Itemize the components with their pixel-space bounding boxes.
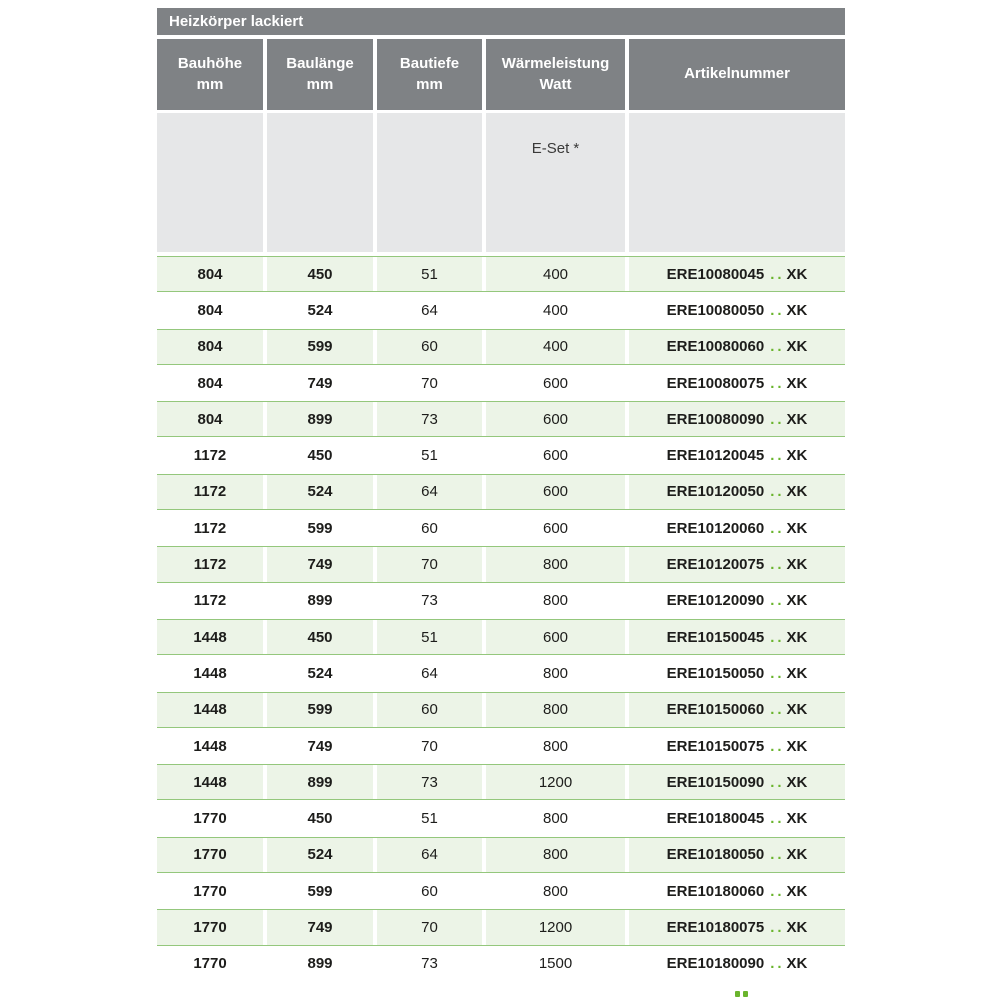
- table-row: [157, 510, 845, 546]
- table-row: [157, 292, 845, 328]
- artikelnummer-suffix: XK: [786, 882, 808, 900]
- cell-waermeleistung: 800: [486, 838, 625, 872]
- cell-bauhoehe: 1172: [193, 592, 227, 610]
- cell-waermeleistung: 600: [542, 447, 569, 465]
- cell-bautiefe: 60: [377, 693, 482, 727]
- table-row: [157, 728, 845, 764]
- cell-bautiefe: 60: [377, 330, 482, 364]
- artikelnummer-suffix: XK: [786, 737, 808, 755]
- column-header-artikelnummer: [629, 39, 845, 110]
- cell-waermeleistung: 800: [542, 664, 569, 682]
- cell-baulaenge: 524: [307, 664, 333, 682]
- column-header-line2: mm: [416, 75, 443, 93]
- table-row: [157, 692, 845, 728]
- cell-baulaenge: 450: [307, 810, 333, 828]
- subheader-cell: [157, 113, 263, 252]
- artikelnummer-suffix: XK: [786, 483, 808, 501]
- artikelnummer-suffix: XK: [786, 664, 808, 682]
- subheader-eset-cell: [486, 113, 625, 252]
- cell-waermeleistung: 600: [486, 475, 625, 509]
- artikelnummer-dots: ..: [770, 447, 785, 465]
- table-row: [157, 764, 845, 800]
- cell-bautiefe: 70: [421, 374, 438, 392]
- cell-artikelnummer: [629, 873, 845, 909]
- artikelnummer-dots: ..: [770, 519, 785, 537]
- cell-artikelnummer: [629, 838, 845, 872]
- cell-artikelnummer: [629, 583, 845, 619]
- cell-artikelnummer: [629, 510, 845, 546]
- artikelnummer-value: ERE10180060: [666, 882, 765, 900]
- table-row: [157, 837, 845, 873]
- table-row: [157, 474, 845, 510]
- artikelnummer-value: ERE10120075: [666, 556, 765, 574]
- cell-bautiefe: 60: [421, 882, 438, 900]
- cell-artikelnummer: [629, 620, 845, 654]
- artikelnummer-dots: ..: [770, 374, 785, 392]
- artikelnummer-dots: ..: [770, 301, 785, 319]
- cell-waermeleistung: 600: [486, 402, 625, 436]
- artikelnummer-value: ERE10120050: [666, 483, 765, 501]
- cell-bautiefe: 64: [421, 301, 438, 319]
- cell-waermeleistung: 800: [542, 592, 569, 610]
- cell-baulaenge: 899: [267, 402, 373, 436]
- cell-artikelnummer: [629, 257, 845, 291]
- cell-baulaenge: 749: [267, 910, 373, 944]
- cell-waermeleistung: 800: [542, 810, 569, 828]
- cell-bauhoehe: 1770: [193, 882, 227, 900]
- artikelnummer-suffix: XK: [786, 592, 808, 610]
- artikelnummer-suffix: XK: [786, 628, 808, 646]
- artikelnummer-value: ERE10150045: [666, 628, 765, 646]
- cell-bauhoehe: 1448: [193, 664, 227, 682]
- cell-baulaenge: 450: [267, 257, 373, 291]
- table-row: [157, 329, 845, 365]
- column-header-bautiefe: [377, 39, 482, 110]
- cell-bauhoehe: 804: [157, 402, 263, 436]
- cell-bautiefe: 64: [377, 475, 482, 509]
- artikelnummer-dots: ..: [770, 664, 785, 682]
- cell-bautiefe: 64: [421, 664, 438, 682]
- artikelnummer-value: ERE10120060: [666, 519, 765, 537]
- artikelnummer-dots: ..: [770, 810, 785, 828]
- cell-artikelnummer: [629, 946, 845, 982]
- artikelnummer-value: ERE10080060: [666, 338, 765, 356]
- cell-waermeleistung: 400: [486, 330, 625, 364]
- cell-baulaenge: 450: [267, 620, 373, 654]
- artikelnummer-value: ERE10180045: [666, 810, 765, 828]
- artikelnummer-dots: ..: [770, 556, 785, 574]
- cell-baulaenge: 599: [267, 330, 373, 364]
- table-subheader-row: [157, 113, 845, 252]
- artikelnummer-value: ERE10080075: [666, 374, 765, 392]
- cell-bauhoehe: 1770: [157, 838, 263, 872]
- subheader-cell: [377, 113, 482, 252]
- cell-bauhoehe: 1172: [157, 475, 263, 509]
- column-header-line1: Wärmeleistung: [501, 55, 610, 73]
- table-row: [157, 619, 845, 655]
- cell-waermeleistung: 1500: [538, 955, 573, 973]
- column-header-line1: Bauhöhe: [177, 55, 243, 73]
- cell-bautiefe: 73: [421, 955, 438, 973]
- cell-baulaenge: 899: [307, 955, 333, 973]
- artikelnummer-dots: ..: [770, 955, 785, 973]
- cell-artikelnummer: [629, 800, 845, 836]
- artikelnummer-suffix: XK: [786, 410, 808, 428]
- table-row: [157, 365, 845, 401]
- cell-artikelnummer: [629, 655, 845, 691]
- cell-baulaenge: 749: [307, 737, 333, 755]
- column-header-baulaenge: [267, 39, 373, 110]
- cell-waermeleistung: 800: [486, 547, 625, 581]
- cell-bautiefe: 73: [377, 402, 482, 436]
- artikelnummer-value: ERE10150060: [666, 701, 765, 719]
- cell-bauhoehe: 804: [197, 301, 223, 319]
- artikelnummer-value: ERE10150075: [666, 737, 765, 755]
- artikelnummer-suffix: XK: [786, 701, 808, 719]
- artikelnummer-value: ERE10120045: [666, 447, 765, 465]
- table-row: [157, 909, 845, 945]
- cell-baulaenge: 899: [267, 765, 373, 799]
- cell-waermeleistung: 1200: [486, 765, 625, 799]
- cell-bauhoehe: 804: [157, 257, 263, 291]
- cell-bautiefe: 64: [377, 838, 482, 872]
- table-row: [157, 437, 845, 473]
- cell-bauhoehe: 1448: [157, 765, 263, 799]
- cell-bauhoehe: 1172: [193, 447, 227, 465]
- artikelnummer-suffix: XK: [786, 301, 808, 319]
- column-header-line1: Bautiefe: [399, 55, 460, 73]
- column-header-line1: Artikelnummer: [684, 65, 790, 83]
- artikelnummer-dots: ..: [770, 410, 785, 428]
- artikelnummer-dots: ..: [770, 737, 785, 755]
- eset-label: E-Set *: [531, 140, 580, 157]
- artikelnummer-dots: ..: [770, 846, 785, 864]
- column-header-bauhoehe: [157, 39, 263, 110]
- table-row: [157, 655, 845, 691]
- cell-artikelnummer: [629, 765, 845, 799]
- artikelnummer-value: ERE10150050: [666, 664, 765, 682]
- cell-bautiefe: 70: [377, 547, 482, 581]
- cell-artikelnummer: [629, 693, 845, 727]
- product-spec-table: [157, 8, 845, 982]
- cell-bautiefe: 73: [377, 765, 482, 799]
- cell-bautiefe: 70: [377, 910, 482, 944]
- artikelnummer-dots: ..: [770, 773, 785, 791]
- cell-artikelnummer: [629, 437, 845, 473]
- artikelnummer-dots: ..: [770, 628, 785, 646]
- artikelnummer-value: ERE10080045: [666, 265, 765, 283]
- table-row: [157, 256, 845, 292]
- artikelnummer-suffix: XK: [786, 955, 808, 973]
- artikelnummer-suffix: XK: [786, 773, 808, 791]
- cell-bauhoehe: 1172: [193, 519, 227, 537]
- cell-artikelnummer: [629, 330, 845, 364]
- cell-baulaenge: 599: [307, 882, 333, 900]
- artikelnummer-value: ERE10080090: [666, 410, 765, 428]
- table-row: [157, 401, 845, 437]
- artikelnummer-dots: ..: [770, 918, 785, 936]
- artikelnummer-value: ERE10120090: [666, 592, 765, 610]
- cell-baulaenge: 749: [267, 547, 373, 581]
- cell-baulaenge: 899: [307, 592, 333, 610]
- artikelnummer-dots: ..: [770, 483, 785, 501]
- cell-artikelnummer: [629, 910, 845, 944]
- table-body: [157, 256, 845, 982]
- column-header-line1: Baulänge: [286, 55, 354, 73]
- column-header-line2: mm: [196, 75, 224, 93]
- artikelnummer-suffix: XK: [786, 810, 808, 828]
- cell-bautiefe: 70: [421, 737, 438, 755]
- column-header-line2: mm: [306, 75, 334, 93]
- cell-baulaenge: 599: [267, 693, 373, 727]
- column-header-line2: Watt: [539, 75, 572, 93]
- cell-artikelnummer: [629, 547, 845, 581]
- artikelnummer-value: ERE10080050: [666, 301, 765, 319]
- cell-baulaenge: 749: [307, 374, 333, 392]
- artikelnummer-suffix: XK: [786, 338, 808, 356]
- cell-baulaenge: 450: [307, 447, 333, 465]
- artikelnummer-suffix: XK: [786, 265, 808, 283]
- subheader-cell: [629, 113, 845, 252]
- cell-waermeleistung: 800: [542, 882, 569, 900]
- cell-bauhoehe: 804: [197, 374, 223, 392]
- cell-bauhoehe: 1448: [157, 693, 263, 727]
- cell-bautiefe: 51: [421, 447, 438, 465]
- cell-waermeleistung: 800: [486, 693, 625, 727]
- cell-baulaenge: 599: [307, 519, 333, 537]
- artikelnummer-value: ERE10180090: [666, 955, 765, 973]
- table-row: [157, 546, 845, 582]
- cell-artikelnummer: [629, 365, 845, 401]
- cell-artikelnummer: [629, 402, 845, 436]
- cell-baulaenge: 524: [267, 838, 373, 872]
- cell-bauhoehe: 1448: [157, 620, 263, 654]
- cell-waermeleistung: 600: [486, 620, 625, 654]
- artikelnummer-value: ERE10180050: [666, 846, 765, 864]
- table-title-bar: [157, 8, 845, 35]
- cell-artikelnummer: [629, 475, 845, 509]
- cell-baulaenge: 524: [307, 301, 333, 319]
- cell-waermeleistung: 1200: [486, 910, 625, 944]
- table-row: [157, 583, 845, 619]
- artikelnummer-value: ERE10150090: [666, 773, 765, 791]
- table-title: Heizkörper lackiert: [169, 13, 304, 30]
- cell-bautiefe: 73: [421, 592, 438, 610]
- artikelnummer-dots: ..: [770, 338, 785, 356]
- page-footer-green-dots-icon: [735, 991, 748, 997]
- cell-bautiefe: 60: [421, 519, 438, 537]
- cell-artikelnummer: [629, 292, 845, 328]
- cell-bauhoehe: 1770: [157, 910, 263, 944]
- artikelnummer-suffix: XK: [786, 918, 808, 936]
- artikelnummer-dots: ..: [770, 592, 785, 610]
- cell-waermeleistung: 600: [542, 374, 569, 392]
- artikelnummer-suffix: XK: [786, 374, 808, 392]
- artikelnummer-suffix: XK: [786, 519, 808, 537]
- cell-bauhoehe: 1770: [193, 810, 227, 828]
- artikelnummer-suffix: XK: [786, 846, 808, 864]
- artikelnummer-dots: ..: [770, 701, 785, 719]
- cell-waermeleistung: 600: [542, 519, 569, 537]
- cell-artikelnummer: [629, 728, 845, 764]
- cell-waermeleistung: 800: [542, 737, 569, 755]
- artikelnummer-dots: ..: [770, 882, 785, 900]
- cell-waermeleistung: 400: [486, 257, 625, 291]
- cell-bauhoehe: 804: [157, 330, 263, 364]
- table-row: [157, 800, 845, 836]
- artikelnummer-suffix: XK: [786, 447, 808, 465]
- cell-bautiefe: 51: [377, 257, 482, 291]
- table-header-row: [157, 39, 845, 110]
- artikelnummer-suffix: XK: [786, 556, 808, 574]
- cell-baulaenge: 524: [267, 475, 373, 509]
- table-row: [157, 873, 845, 909]
- cell-bauhoehe: 1172: [157, 547, 263, 581]
- cell-bautiefe: 51: [421, 810, 438, 828]
- cell-bauhoehe: 1448: [193, 737, 227, 755]
- subheader-cell: [267, 113, 373, 252]
- cell-bauhoehe: 1770: [193, 955, 227, 973]
- table-row: [157, 946, 845, 982]
- artikelnummer-value: ERE10180075: [666, 918, 765, 936]
- artikelnummer-dots: ..: [770, 265, 785, 283]
- cell-waermeleistung: 400: [542, 301, 569, 319]
- cell-bautiefe: 51: [377, 620, 482, 654]
- column-header-waermeleistung: [486, 39, 625, 110]
